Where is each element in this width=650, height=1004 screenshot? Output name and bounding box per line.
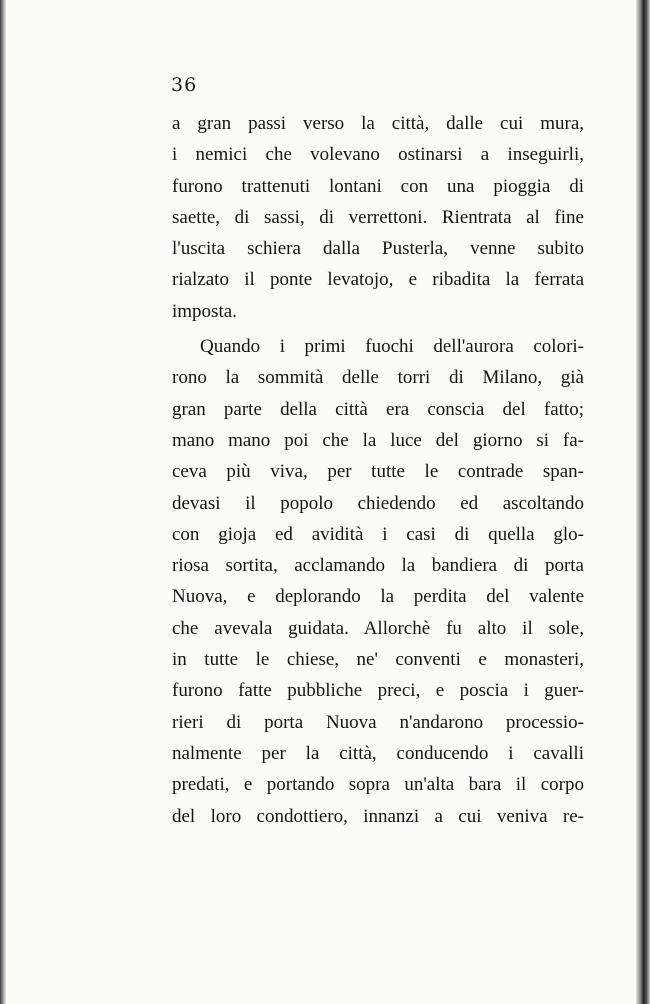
text-line: mano mano poi che la luce del giorno si fa- xyxy=(172,429,584,451)
text-line: gran parte della città era conscia del fatto; xyxy=(172,398,584,420)
text-line: Quando i primi fuochi dell'aurora colori- xyxy=(200,336,584,358)
text-line: l'uscita schiera dalla Pusterla, venne subito xyxy=(172,238,584,260)
text-line: rieri di porta Nuova n'andarono processio- xyxy=(172,711,584,733)
text-line: i nemici che volevano ostinarsi a inseguirli, xyxy=(172,144,584,166)
text-line: Nuova, e deplorando la perdita del valente xyxy=(172,586,584,608)
text-line: furono trattenuti lontani con una pioggia di xyxy=(172,175,584,197)
page-number: 36 xyxy=(171,74,198,96)
text-line: con gioja ed avidità i casi di quella glo- xyxy=(172,523,584,545)
text-line: in tutte le chiese, ne' conventi e monasteri, xyxy=(172,649,584,671)
text-line: del loro condottiero, innanzi a cui veniva re- xyxy=(172,805,584,827)
text-line: nalmente per la città, conducendo i cavalli xyxy=(172,742,584,764)
scan-edge-right xyxy=(636,0,650,1004)
text-line: ceva più viva, per tutte le contrade span- xyxy=(172,461,584,483)
body-text xyxy=(172,108,584,832)
text-line: rialzato il ponte levatojo, e ribadita la ferrata xyxy=(172,269,584,291)
text-line: che avevala guidata. Allorchè fu alto il sole, xyxy=(172,617,584,639)
text-line: furono fatte pubbliche preci, e poscia i guer- xyxy=(172,680,584,702)
text-line: devasi il popolo chiedendo ed ascoltando xyxy=(172,492,584,514)
text-line: riosa sortita, acclamando la bandiera di porta xyxy=(172,555,584,577)
scan-edge-left xyxy=(0,0,6,1004)
text-line: rono la sommità delle torri di Milano, già xyxy=(172,367,584,389)
text-line: a gran passi verso la città, dalle cui mura, xyxy=(172,113,584,134)
text-line: saette, di sassi, di verrettoni. Rientrata al fine xyxy=(172,206,584,228)
text-line: predati, e portando sopra un'alta bara il corpo xyxy=(172,774,584,796)
text-line: imposta. xyxy=(172,300,237,322)
